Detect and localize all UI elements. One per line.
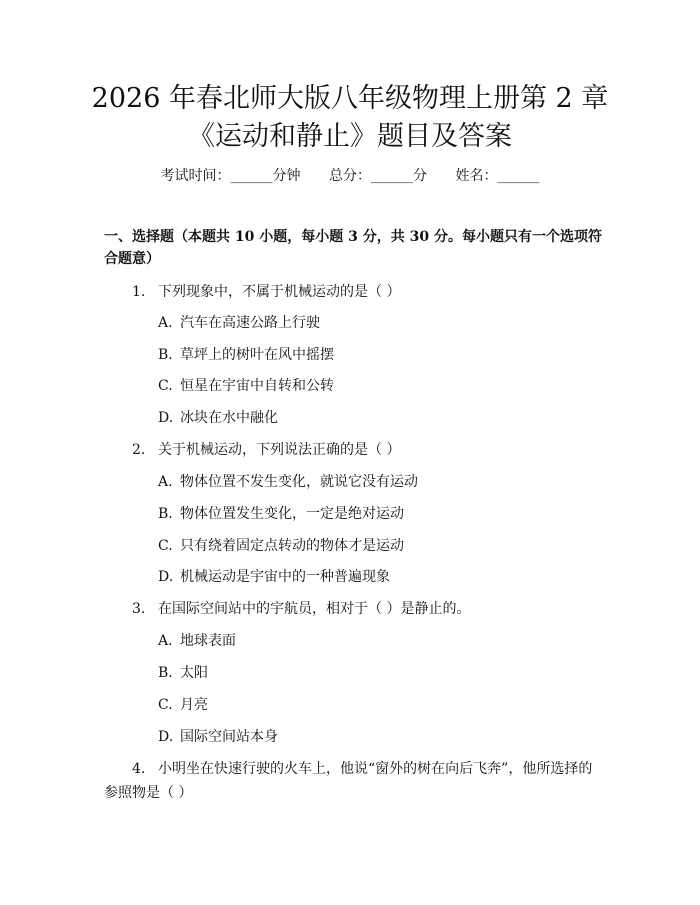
option-letter: D. <box>158 569 174 585</box>
option-text: 草坪上的树叶在风中摇摆 <box>180 347 334 363</box>
total-score: 总分：______分 <box>329 168 427 184</box>
option-letter: C. <box>158 538 173 554</box>
question-3 <box>132 599 470 619</box>
section-heading: 一、选择题（本题共 10 小题，每小题 3 分，共 30 分。每小题只有一个选项符合题意） <box>104 229 602 267</box>
option-text: 地球表面 <box>180 633 236 649</box>
option-letter: B. <box>158 665 173 681</box>
option-text: 太阳 <box>180 665 208 681</box>
question-2 <box>132 440 400 460</box>
option-letter: D. <box>158 410 174 426</box>
question-text-line1: 小明坐在快速行驶的火车上，他说“窗外的树在向后飞奔”，他所选择的 <box>158 761 593 777</box>
option-letter: C. <box>158 697 173 713</box>
option-2b <box>158 504 404 524</box>
option-text: 机械运动是宇宙中的一种普遍现象 <box>180 569 390 585</box>
option-letter: D. <box>158 729 174 745</box>
student-name: 姓名：______ <box>455 168 540 184</box>
option-1c <box>158 376 334 396</box>
option-letter: A. <box>158 315 173 331</box>
option-text: 物体位置不发生变化，就说它没有运动 <box>180 474 418 490</box>
option-text: 汽车在高速公路上行驶 <box>180 315 320 331</box>
option-letter: A. <box>158 633 173 649</box>
option-letter: C. <box>158 378 173 394</box>
question-4-continued <box>104 783 192 803</box>
option-2d <box>158 567 390 587</box>
option-2a <box>158 472 418 492</box>
question-4 <box>132 759 592 779</box>
option-text: 物体位置发生变化，一定是绝对运动 <box>180 506 404 522</box>
question-1 <box>132 282 400 302</box>
option-1b <box>158 345 334 365</box>
option-letter: B. <box>158 506 173 522</box>
option-text: 冰块在水中融化 <box>180 410 278 426</box>
option-text: 国际空间站本身 <box>180 729 278 745</box>
option-1d <box>158 408 278 428</box>
option-3c <box>158 695 208 715</box>
exam-time: 考试时间：______分钟 <box>160 168 301 184</box>
option-text: 只有绕着固定点转动的物体才是运动 <box>180 538 404 554</box>
option-text: 月亮 <box>180 697 208 713</box>
exam-meta <box>0 166 700 186</box>
question-number: 4. <box>132 761 146 777</box>
option-3d <box>158 727 278 747</box>
option-3b <box>158 663 208 683</box>
option-2c <box>158 536 404 556</box>
question-text: 下列现象中，不属于机械运动的是（ ） <box>158 284 401 300</box>
question-text-line2: 参照物是（ ） <box>104 785 193 801</box>
question-text: 在国际空间站中的宇航员，相对于（ ）是静止的。 <box>158 601 471 617</box>
option-letter: B. <box>158 347 173 363</box>
question-number: 2. <box>132 442 146 458</box>
page-title-line2: 《运动和静止》题目及答案 <box>188 121 512 152</box>
page-title-line1: 2026 年春北师大版八年级物理上册第 2 章 <box>91 83 609 114</box>
option-1a <box>158 313 320 333</box>
option-3a <box>158 631 236 651</box>
question-number: 3. <box>132 601 146 617</box>
option-letter: A. <box>158 474 173 490</box>
option-text: 恒星在宇宙中自转和公转 <box>180 378 334 394</box>
question-number: 1. <box>132 284 146 300</box>
question-text: 关于机械运动，下列说法正确的是（ ） <box>158 442 401 458</box>
